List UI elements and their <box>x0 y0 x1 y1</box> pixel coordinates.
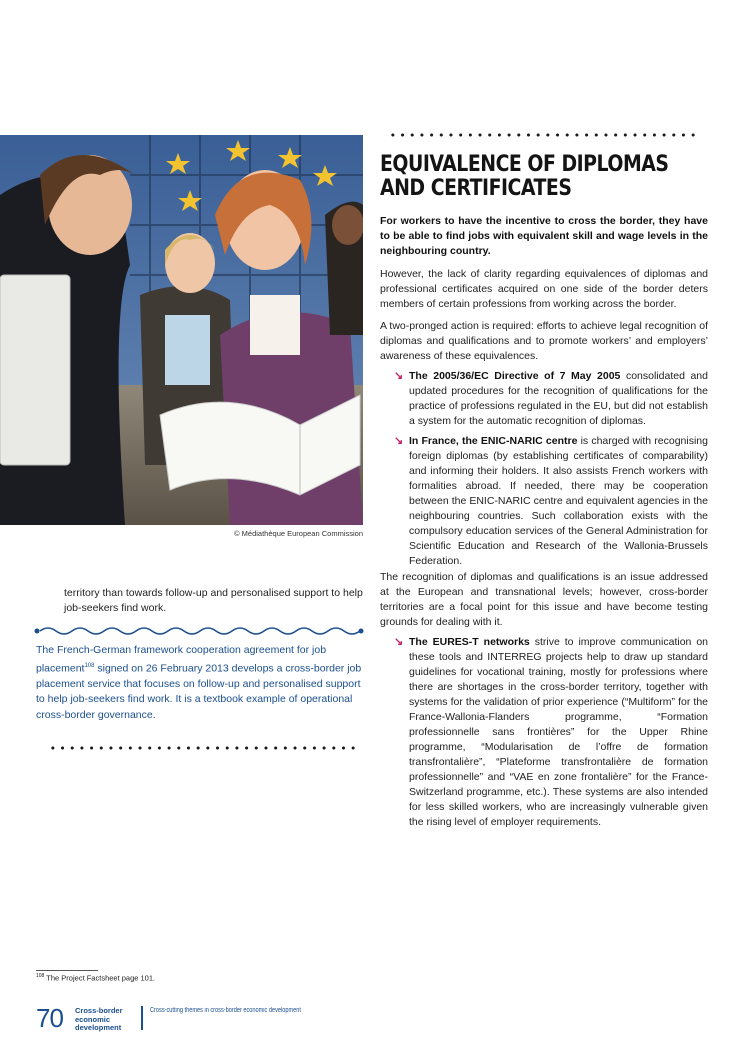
dotted-divider-right <box>388 130 698 140</box>
footer-separator <box>141 1006 143 1030</box>
lead-paragraph: For workers to have the incentive to cross the border, they have to be able to find jobs with equivalent skill and wage levels in the neighbouring country. <box>380 215 708 257</box>
footnote <box>36 973 155 983</box>
paragraph-2: A two-pronged action is required: efforts to achieve legal recognition of diplomas and qualifications and to promote workers’ and employers’ awareness of these equivalences. <box>380 320 708 362</box>
photo-credit: © Médiathèque European Commission <box>234 529 363 538</box>
bullet-enic-naric <box>394 434 708 569</box>
dotted-divider-left <box>48 743 358 753</box>
brand-line-2: economic <box>75 1014 111 1024</box>
section-title: Cross-cutting themes in cross-border economic development <box>150 1007 301 1014</box>
box-text-end: signed on 26 February 2013 develops a cross-border job placement service that focuses on follow-up and personalised support to help job-seekers find work. It is a textbook example of operational cross-border governance. <box>36 662 362 721</box>
arrow-down-right-icon: ↘ <box>394 370 404 382</box>
article-title: EQUIVALENCE OF DIPLOMAS AND CERTIFICATES <box>380 151 669 201</box>
bullet-directive-text: consolidated and updated procedures for the recognition of qualifications for the practice of professions regulated in the EU, but did not establish a system for the automatic recognition of diplomas. <box>409 370 708 427</box>
bullet-enic-naric-bold: In France, the ENIC-NARIC centre <box>409 435 578 447</box>
footnote-reference: 108 <box>84 662 95 669</box>
page-number: 70 <box>36 1003 63 1033</box>
brand-line-3: development <box>75 1023 122 1032</box>
box-text-start: The French-German framework cooperation agreement for job placement <box>36 644 327 675</box>
bullet-eures-t-bold: The EURES-T networks <box>409 636 530 648</box>
continued-paragraph: territory than towards follow-up and personalised support to help job-seekers find work. <box>64 587 363 614</box>
paragraph-3: The recognition of diplomas and qualifications is an issue addressed at the European and transnational levels; however, cross-border territories are a focal point for this issue and have become testing grounds for dealing with it. <box>380 571 708 628</box>
bullet-eures-t <box>394 635 708 830</box>
brand-line-1: Cross-border <box>75 1006 123 1015</box>
publication-brand <box>75 1007 123 1033</box>
bullet-directive <box>394 369 708 429</box>
students-photo-illustration <box>0 135 363 525</box>
bullet-directive-bold: The 2005/36/EC Directive of 7 May 2005 <box>409 370 621 382</box>
bullet-enic-naric-text: is charged with recognising foreign diplomas (by establishing certificates of comparability) and informing their holders. It also assists French workers with formalities abroad. If needed, there may be cooperation between the ENIC-NARIC centre and equivalent agencies in the neighbouring countries. Such collaboration exists with the compulsory education services of the General Administration for Scientific Education and Research of the Wallonia-Brussels Federation. <box>409 435 708 567</box>
students-photo <box>0 135 363 525</box>
footnote-rule <box>36 970 98 971</box>
footnote-number: 108 <box>36 973 45 979</box>
highlight-box-text <box>36 643 364 723</box>
wave-divider <box>34 624 364 638</box>
paragraph-1: However, the lack of clarity regarding equivalences of diplomas and professional certificates acquired on one side of the border deters members of certain professions from working across the border. <box>380 268 708 310</box>
arrow-down-right-icon: ↘ <box>394 435 404 447</box>
arrow-down-right-icon: ↘ <box>394 636 404 648</box>
footnote-text: The Project Factsheet page 101. <box>46 973 156 983</box>
bullet-eures-t-text: strive to improve communication on these tools and INTERREG projects help to draw up standard guidelines for vocational training, mostly for professions where there are shortages in the cross-border territory, together with systems for the validation of prior experience (“Multiform” for the France-Wallonia-Flanders programme, “Formation professionnelle sans frontières” for the Upper Rhine programme, “Modularisation de l’offre de formation transfrontalière”, “Plateforme transfrontalière de formation professionnelle” and “VAE en zone frontalière” for the France-Switzerland programme, etc.). These systems are also intended for less skilled workers, who are increasingly vulnerable given the rising level of employer requirements. <box>409 636 708 828</box>
